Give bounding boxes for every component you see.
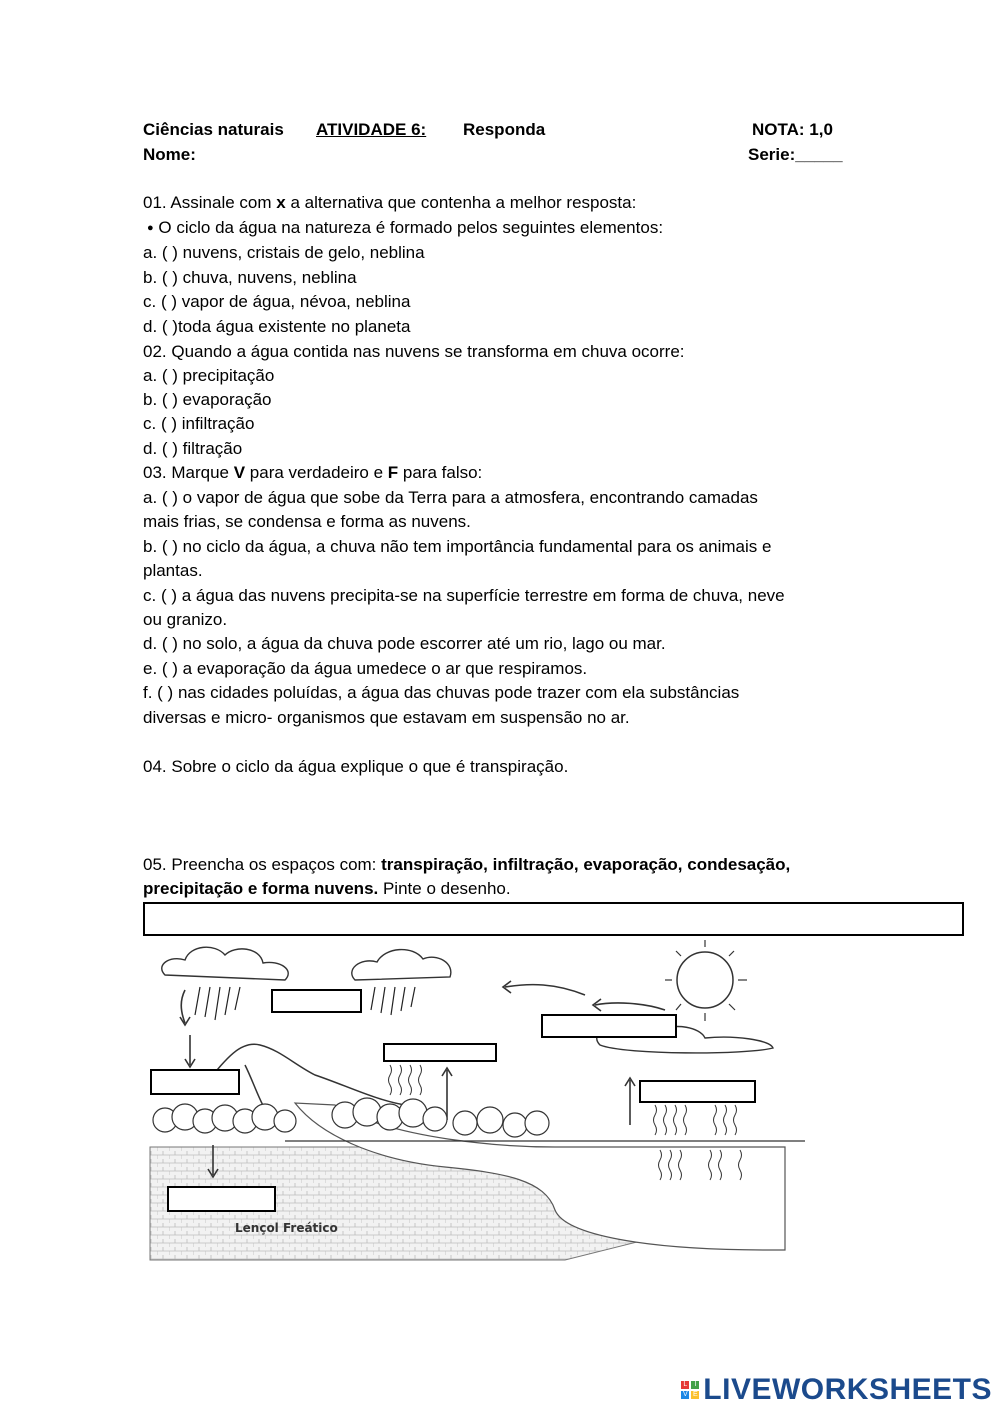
q2-option-d[interactable]: d. ( ) filtração	[143, 439, 243, 458]
activity-title: ATIVIDADE 6:	[316, 120, 427, 139]
q5-word-bank-1: transpiração, infiltração, evaporação, condesação,	[381, 855, 791, 874]
q3-mid: para verdadeiro e	[245, 463, 388, 482]
diagram-box-infiltration[interactable]	[167, 1186, 276, 1212]
q1-mark: x	[276, 193, 286, 212]
trees-left	[153, 1104, 296, 1133]
q1-option-c[interactable]: c. ( ) vapor de água, névoa, neblina	[143, 292, 411, 311]
diagram-box-precipitation[interactable]	[271, 989, 362, 1013]
q5-suffix: Pinte o desenho.	[378, 879, 511, 898]
q1-option-b[interactable]: b. ( ) chuva, nuvens, neblina	[143, 268, 357, 287]
q3-item-f-cont: diversas e micro- organismos que estavam em suspensão no ar.	[143, 708, 630, 727]
q3-item-b[interactable]: b. ( ) no ciclo da água, a chuva não tem importância fundamental para os animais e	[143, 537, 772, 556]
q3-item-a-cont: mais frias, se condensa e forma as nuvens.	[143, 512, 471, 531]
subject-title: Ciências naturais	[143, 120, 284, 139]
sun-icon	[665, 940, 747, 1021]
q5-word-bank-2: precipitação e forma nuvens.	[143, 879, 379, 898]
q1-option-d[interactable]: d. ( )toda água existente no planeta	[143, 317, 411, 336]
q3-item-c-cont: ou granizo.	[143, 610, 228, 629]
q2-option-b[interactable]: b. ( ) evaporação	[143, 390, 272, 409]
q1-bullet-text: O ciclo da água na natureza é formado pelos seguintes elementos:	[158, 218, 664, 237]
q3-item-b-cont: plantas.	[143, 561, 203, 580]
grade-label: NOTA: 1,0	[752, 120, 833, 139]
liveworksheets-logo	[681, 1373, 992, 1407]
q3-item-e[interactable]: e. ( ) a evaporação da água umedece o ar que respiramos.	[143, 659, 588, 678]
word-bank-answer-box[interactable]	[143, 902, 964, 936]
serie-label: Serie:_____	[748, 145, 843, 164]
question-5	[143, 855, 790, 875]
q3-item-f[interactable]: f. ( ) nas cidades poluídas, a água das chuvas pode trazer com ela substâncias	[143, 683, 740, 702]
diagram-box-right[interactable]	[639, 1080, 756, 1103]
groundwater-label: Lençol Freático	[235, 1221, 338, 1235]
q3-suffix: para falso:	[398, 463, 483, 482]
q1-prefix: 01. Assinale com	[143, 193, 277, 212]
name-label: Nome:	[143, 145, 196, 164]
question-4: 04. Sobre o ciclo da água explique o que é transpiração.	[143, 757, 569, 776]
cloud-middle	[352, 950, 451, 980]
rain-left	[195, 987, 240, 1020]
q1-option-a[interactable]: a. ( ) nuvens, cristais de gelo, neblina	[143, 243, 425, 262]
instruction-label: Responda	[463, 120, 546, 139]
q1-bullet	[147, 218, 663, 238]
q1-suffix: a alternativa que contenha a melhor resposta:	[285, 193, 637, 212]
question-5-cont	[143, 879, 511, 899]
rain-middle	[371, 987, 415, 1015]
q3-prefix: 03. Marque	[143, 463, 234, 482]
cloud-left	[162, 947, 288, 980]
question-3	[143, 463, 482, 483]
logo-letter: I	[691, 1381, 699, 1389]
q2-option-c[interactable]: c. ( ) infiltração	[143, 414, 255, 433]
q3-item-d[interactable]: d. ( ) no solo, a água da chuva pode escorrer até um rio, lago ou mar.	[143, 634, 666, 653]
q3-item-c[interactable]: c. ( ) a água das nuvens precipita-se na superfície terrestre em forma de chuva, neve	[143, 586, 785, 605]
brand-logo-icon	[681, 1381, 699, 1399]
q3-item-a[interactable]: a. ( ) o vapor de água que sobe da Terra para a atmosfera, encontrando camadas	[143, 488, 758, 507]
diagram-box-middle[interactable]	[383, 1043, 497, 1062]
q5-prefix: 05. Preencha os espaços com:	[143, 855, 382, 874]
logo-letter: L	[681, 1381, 689, 1389]
diagram-box-left[interactable]	[150, 1069, 240, 1095]
logo-letter: E	[692, 1391, 698, 1398]
brand-name: LIVEWORKSHEETS	[703, 1373, 992, 1406]
q2-option-a[interactable]: a. ( ) precipitação	[143, 366, 275, 385]
diagram-box-top-right[interactable]	[541, 1014, 677, 1038]
q3-f: F	[387, 463, 399, 482]
bullet-icon: ●	[147, 222, 154, 234]
question-2: 02. Quando a água contida nas nuvens se transforma em chuva ocorre:	[143, 342, 685, 361]
logo-letter: V	[682, 1391, 688, 1398]
question-1	[143, 193, 636, 213]
q3-v: V	[233, 463, 246, 482]
